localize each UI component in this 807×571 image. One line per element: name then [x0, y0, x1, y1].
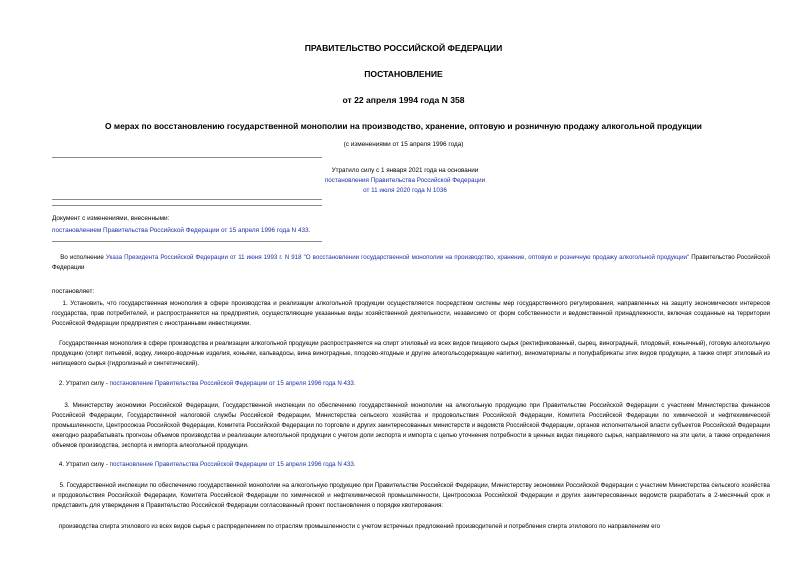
intro-tail: Правительство Российской Федерации [52, 254, 770, 271]
expired-link-decree[interactable]: постановления Правительства Российской Федерации [324, 177, 486, 184]
intro-paragraph [52, 253, 770, 273]
doc-type-heading: ПОСТАНОВЛЕНИЕ [364, 69, 443, 79]
paragraph-3 [52, 401, 770, 451]
paragraph-1b [52, 339, 770, 369]
paragraph-2-text: 2. Утратил силу - [58, 380, 110, 387]
changes-label: Документ с изменениями, внесенными: [52, 215, 170, 222]
paragraph-1b-text: Государственная монополия в сфере производства и реализации алкогольной продукции распространяется на спирт этиловый из всех видов пищевого сырья (ректификованный, сырец, виноградный, плодовый, коньячный), готовую алкогольную продукцию (спирт питьевой, водку, ликеро-водочные изделия, коньяки, кальвадосы, вина виноградные, плодово-ягодные и другие алкогольсодержащие напитки), виноматериалы и полуфабрикаты этих видов продукции, а также спирт этиловый из непищевого сырья (гидролизный и синтетический). [52, 340, 770, 367]
paragraph-6-text: производства спирта этилового из всех видов сырья с распределением по отраслям промышленности с учетом встречных предложений производителей и потребления спирта этилового по направлениям его [58, 523, 661, 530]
divider-rule [52, 241, 322, 242]
paragraph-2-link[interactable]: постановление Правительства Российской Федерации от 15 апреля 1996 года N 433. [109, 380, 356, 387]
paragraph-6 [52, 522, 770, 532]
date-number-heading: от 22 апреля 1994 года N 358 [342, 95, 465, 105]
paragraph-1 [52, 299, 770, 329]
intro-decree-link[interactable]: Указа Президента Российской Федерации от 11 июня 1993 г. N 918 "О восстановлении государственной монополии на производство, хранение, оптовую и розничную продажу алкогольной продукции" [105, 254, 690, 261]
divider-rule [52, 205, 322, 206]
government-heading: ПРАВИТЕЛЬСТВО РОССИЙСКОЙ ФЕДЕРАЦИИ [304, 43, 503, 53]
paragraph-4-link[interactable]: постановление Правительства Российской Федерации от 15 апреля 1996 года N 433. [109, 461, 356, 468]
decree-word: постановляет: [52, 288, 95, 295]
paragraph-1-text: 1. Установить, что государственная монополия в сфере производства и реализации алкогольной продукции осуществляется посредством системы мер государственного регулирования, направленных на защиту экономических интересов государства, прав потребителей, и распространяется на предприятия, осуществляющие указанные виды хозяйственной деятельности, независимо от форм собственности и ведомственной принадлежности, включая созданные на территории Российской Федерации предприятия с иностранными инвестициями. [52, 300, 770, 327]
expired-note [240, 166, 570, 196]
intro-text: Во исполнение [60, 254, 106, 261]
changes-block [52, 213, 310, 237]
amendments-note: (с изменениями от 15 апреля 1996 года) [343, 141, 464, 148]
expired-link-date[interactable]: от 11 июля 2020 года N 1036 [363, 187, 447, 194]
paragraph-5-text: 5. Государственной инспекции по обеспечению государственной монополии на алкогольную продукцию при Правительстве Российской Федерации, Министерству экономики Российской Федерации с участием Министерства сельского хозяйства и продовольствия Российской Федерации, Комитета Российской Федерации по химической и нефтехимической промышленности, Центросоюза Российской Федерации и других заинтересованных ведомств разработать в 2-месячный срок и представить для утверждения в Правительство Российской Федерации согласованный проект постановления о порядке квотирования: [52, 482, 770, 509]
paragraph-5 [52, 481, 770, 511]
divider-rule [52, 199, 322, 200]
divider-rule [52, 157, 322, 158]
document-title: О мерах по восстановлению государственной монополии на производство, хранение, оптовую и розничную продажу алкогольной продукции [105, 121, 702, 131]
paragraph-4-text: 4. Утратил силу - [58, 461, 110, 468]
paragraph-2 [52, 379, 770, 389]
expired-line: Утратило силу с 1 января 2021 года на основании [331, 167, 479, 174]
changes-link[interactable]: постановлением Правительства Российской Федерации от 15 апреля 1996 года N 433. [52, 227, 311, 234]
paragraph-3-text: 3. Министерству экономики Российской Федерации, Государственной инспекции по обеспечению государственной монополии на алкогольную продукцию при Правительстве Российской Федерации с участием Министерства финансов Российской Федерации, Государственной налоговой службы Российской Федерации, Министерства сельского хозяйства и продовольствия Российской Федерации, Комитета Российской Федерации по химической и нефтехимической промышленности, Центросоюза Российской Федерации, Комитета Российской Федерации по торговле и других заинтересованных министерств и ведомств Российской Федерации, органов исполнительной власти субъектов Российской Федерации ежегодно разрабатывать прогнозы объемов производства и реализации алкогольной продукции с учетом доли экспорта и импорта с целью уточнения потребности в ценных видах пищевого сырья, направляемого на эти цели, а также определения объемов производства, экспорта и импорта алкогольной продукции. [52, 402, 770, 449]
paragraph-4 [52, 460, 770, 470]
